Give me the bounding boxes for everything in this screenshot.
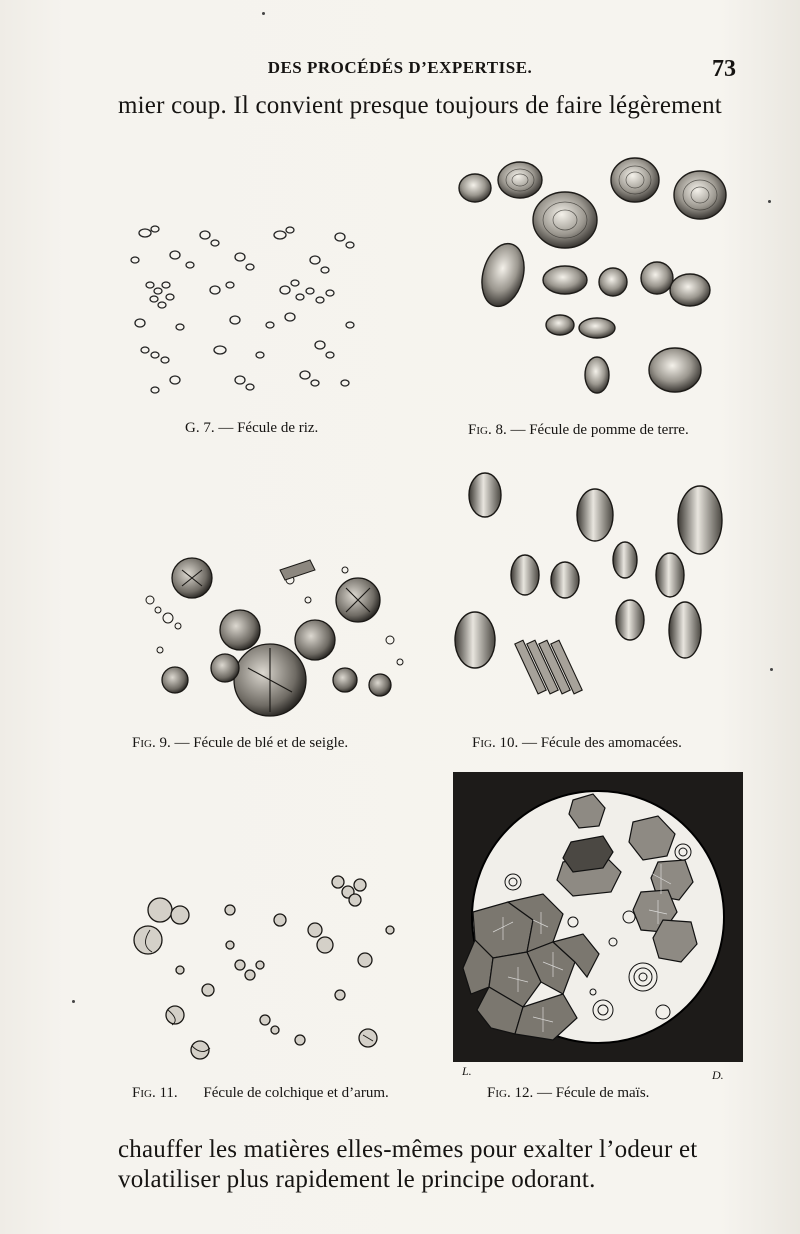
caption-fig-11-number: Fig. 11. <box>132 1085 178 1101</box>
caption-fig-8 <box>468 422 689 439</box>
caption-fig-7 <box>185 420 318 437</box>
caption-fig-10 <box>472 735 682 752</box>
figure-colchicum-arum-starch <box>120 870 440 1065</box>
maize-starch-illustration <box>453 772 743 1062</box>
caption-fig-12 <box>487 1085 649 1102</box>
speck-left <box>72 1000 75 1003</box>
potato-starch-illustration <box>445 150 745 415</box>
body-text-bottom-1: chauffer les matières elles-mêmes pour exalter l’odeur et <box>118 1136 698 1163</box>
caption-fig-9-number: Fig. 9. <box>132 735 171 751</box>
speck-top <box>262 12 265 15</box>
figure-rice-starch <box>120 215 370 405</box>
caption-fig-9-text: — Fécule de blé et de seigle. <box>174 735 349 751</box>
caption-fig-11 <box>132 1085 389 1102</box>
speck-right-2 <box>770 668 773 671</box>
amomaceae-starch-illustration <box>445 465 745 715</box>
caption-fig-10-text: — Fécule des amomacées. <box>521 735 682 751</box>
caption-fig-9 <box>132 735 348 752</box>
plate-mark-left: L. <box>462 1064 472 1078</box>
speck-right-1 <box>768 200 771 203</box>
plate-mark-right: D. <box>712 1068 724 1082</box>
rice-starch-illustration <box>120 215 370 405</box>
caption-fig-11-text: Fécule de colchique et d’arum. <box>203 1085 389 1101</box>
body-text-bottom-2: volatiliser plus rapidement le principe odorant. <box>118 1166 596 1193</box>
figure-maize-starch <box>453 772 743 1062</box>
figure-wheat-rye-starch <box>130 540 420 720</box>
caption-fig-8-number: Fig. 8. <box>468 422 507 438</box>
caption-fig-12-number: Fig. 12. <box>487 1085 534 1101</box>
colchicum-arum-starch-illustration <box>120 870 440 1065</box>
wheat-rye-starch-illustration <box>130 540 420 720</box>
caption-fig-7-text: — Fécule de riz. <box>218 420 319 436</box>
running-title: DES PROCÉDÉS D’EXPERTISE. <box>267 58 533 77</box>
figure-potato-starch <box>445 150 745 415</box>
figure-amomaceae-starch <box>445 465 745 715</box>
caption-fig-10-number: Fig. 10. <box>472 735 519 751</box>
page-number: 73 <box>712 56 736 82</box>
body-text-top: mier coup. Il convient presque toujours de faire légèrement <box>118 92 722 119</box>
caption-fig-8-text: — Fécule de pomme de terre. <box>510 422 689 438</box>
caption-fig-7-number: G. 7. <box>185 420 215 436</box>
caption-fig-12-text: — Fécule de maïs. <box>536 1085 650 1101</box>
